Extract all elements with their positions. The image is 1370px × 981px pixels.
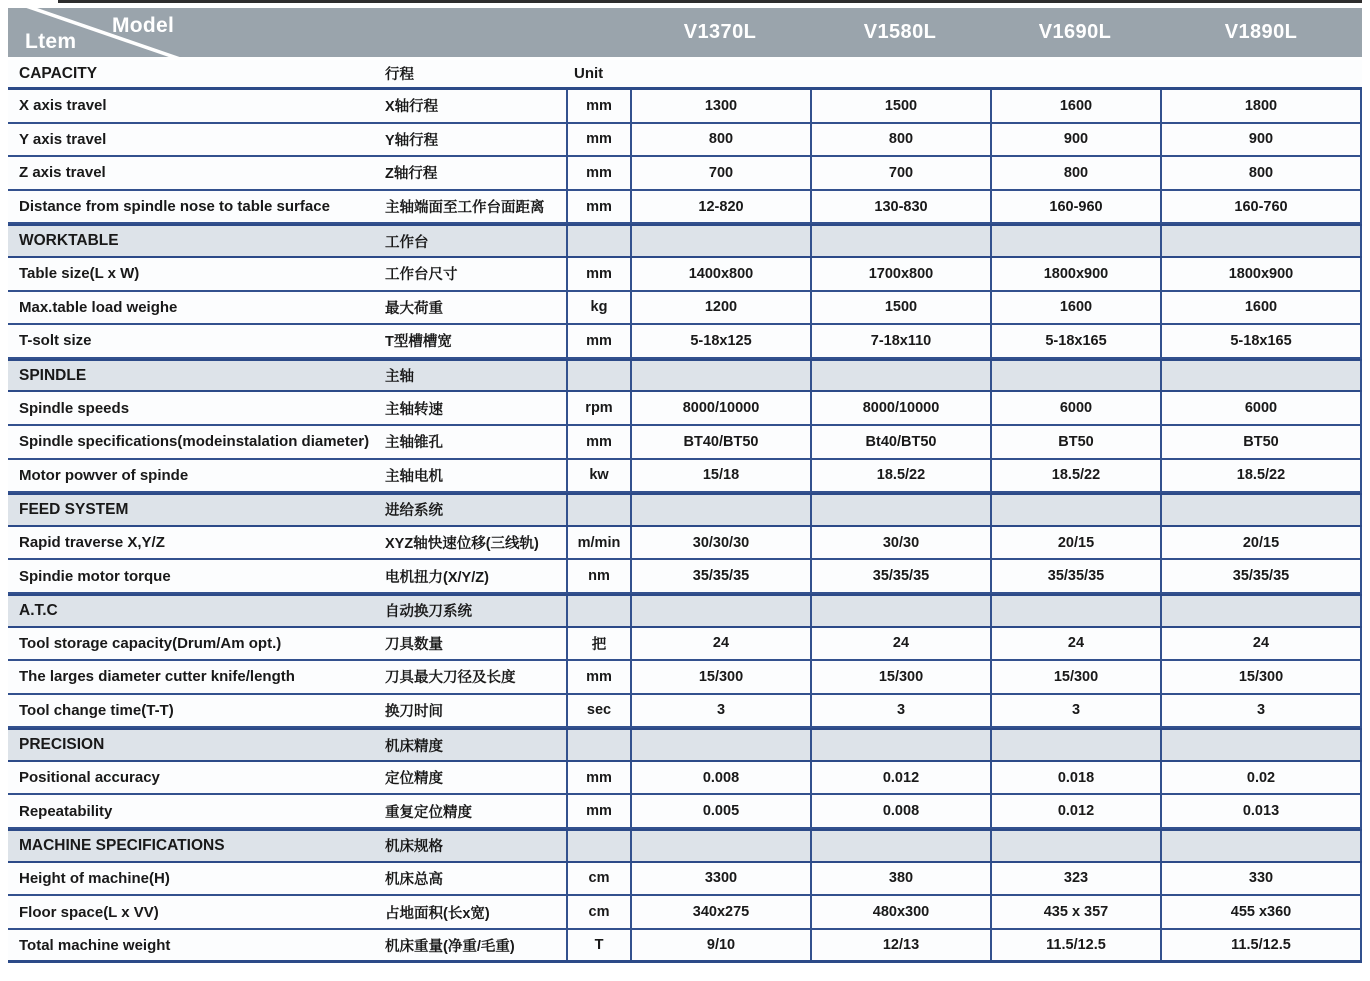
value-cell: 0.013: [1160, 795, 1362, 827]
section-title-en: MACHINE SPECIFICATIONS: [19, 836, 225, 854]
value-cell: 1800: [1160, 90, 1362, 122]
item-label-en: Spindle speeds: [19, 399, 130, 417]
item-label-zh: 最大荷重: [385, 300, 443, 317]
value-cell: [630, 495, 810, 525]
item-label-zh: 刀具最大刀径及长度: [385, 670, 516, 687]
model-header-v1580l: V1580L: [863, 21, 937, 43]
section-row: [8, 359, 1362, 393]
item-label-en: X axis travel: [19, 97, 107, 115]
unit-cell: [566, 831, 630, 861]
value-cell: 1800x900: [1160, 258, 1362, 290]
value-cell: [990, 495, 1160, 525]
corner-header-cell: [8, 8, 630, 57]
spec-row: [8, 695, 1362, 729]
unit-cell: mm: [566, 191, 630, 223]
spec-row: [8, 90, 1362, 124]
section-title-zh: 自动换刀系统: [385, 604, 472, 621]
item-label-zh: T型槽槽宽: [385, 334, 452, 351]
value-cell: [1160, 495, 1362, 525]
value-cell: 700: [630, 157, 810, 189]
unit-cell: [566, 495, 630, 525]
value-cell: 35/35/35: [1160, 560, 1362, 592]
value-cell: 323: [990, 863, 1160, 895]
unit-cell: cm: [566, 896, 630, 928]
unit-cell: mm: [566, 762, 630, 794]
value-cell: 1200: [630, 292, 810, 324]
value-cell: 0.012: [990, 795, 1160, 827]
section-title-en: A.T.C: [19, 601, 58, 619]
unit-cell: [566, 596, 630, 626]
spec-row: [8, 863, 1362, 897]
unit-cell: kw: [566, 460, 630, 492]
value-cell: 24: [990, 628, 1160, 660]
value-cell: 6000: [990, 392, 1160, 424]
value-cell: 8000/10000: [630, 392, 810, 424]
value-cell: 24: [630, 628, 810, 660]
unit-cell: mm: [566, 426, 630, 458]
value-cell: 11.5/12.5: [990, 930, 1160, 961]
unit-cell: sec: [566, 695, 630, 727]
value-cell: 5-18x165: [1160, 325, 1362, 357]
value-cell: 800: [810, 124, 990, 156]
item-label-en: T-solt size: [19, 332, 92, 350]
item-label-en: Distance from spindle nose to table surface: [19, 198, 330, 216]
value-cell: 0.008: [810, 795, 990, 827]
value-cell: [630, 730, 810, 760]
value-cell: [1160, 361, 1362, 391]
value-cell: [990, 831, 1160, 861]
value-cell: Bt40/BT50: [810, 426, 990, 458]
item-label-en: Motor powver of spinde: [19, 466, 189, 484]
section-title-en: FEED SYSTEM: [19, 500, 129, 518]
value-cell: 3300: [630, 863, 810, 895]
spec-row: [8, 628, 1362, 662]
corner-model-label: Model: [112, 14, 175, 37]
value-cell: BT40/BT50: [630, 426, 810, 458]
value-cell: 0.02: [1160, 762, 1362, 794]
value-cell: 340x275: [630, 896, 810, 928]
value-cell: 160-960: [990, 191, 1160, 223]
value-cell: 15/300: [1160, 661, 1362, 693]
value-cell: 15/18: [630, 460, 810, 492]
item-label-zh: 机床总高: [385, 871, 443, 888]
value-cell: 11.5/12.5: [1160, 930, 1362, 961]
value-cell: 35/35/35: [810, 560, 990, 592]
item-label-en: Rapid traverse X,Y/Z: [19, 534, 165, 552]
item-label-zh: 占地面积(长x宽): [385, 905, 490, 922]
spec-row: [8, 896, 1362, 930]
value-cell: [630, 361, 810, 391]
unit-cell: mm: [566, 325, 630, 357]
value-cell: 9/10: [630, 930, 810, 961]
value-cell: 1700x800: [810, 258, 990, 290]
item-label-en: Height of machine(H): [19, 869, 170, 887]
value-cell: 1500: [810, 90, 990, 122]
value-cell: 20/15: [990, 527, 1160, 559]
item-label-en: Y axis travel: [19, 130, 107, 148]
spec-table: [8, 60, 1362, 963]
item-label-zh: 电机扭力(X/Y/Z): [385, 569, 489, 586]
value-cell: 20/15: [1160, 527, 1362, 559]
section-title-en: SPINDLE: [19, 366, 87, 384]
spec-row: [8, 124, 1362, 158]
item-label-en: Repeatability: [19, 802, 113, 820]
item-label-zh: 重复定位精度: [385, 804, 472, 821]
item-label-en: Tool change time(T-T): [19, 701, 174, 719]
value-cell: 18.5/22: [990, 460, 1160, 492]
value-cell: 6000: [1160, 392, 1362, 424]
unit-cell: [566, 730, 630, 760]
item-label-en: Floor space(L x VV): [19, 903, 159, 921]
value-cell: 900: [1160, 124, 1362, 156]
value-cell: [810, 361, 990, 391]
item-label-zh: 换刀时间: [385, 703, 443, 720]
value-cell: 35/35/35: [630, 560, 810, 592]
value-cell: [990, 60, 1160, 87]
spec-row: [8, 527, 1362, 561]
value-cell: 800: [1160, 157, 1362, 189]
spec-row: [8, 392, 1362, 426]
item-label-zh: 工作台尺寸: [385, 267, 458, 284]
unit-cell: cm: [566, 863, 630, 895]
item-label-zh: XYZ轴快速位移(三线轨): [385, 536, 539, 553]
unit-cell: m/min: [566, 527, 630, 559]
model-header-v1890l: V1890L: [1224, 21, 1298, 43]
value-cell: [630, 831, 810, 861]
section-row: [8, 60, 1362, 90]
unit-cell: 把: [566, 628, 630, 660]
model-header-band: [8, 8, 1362, 57]
top-rule: [58, 0, 1362, 3]
value-cell: 15/300: [990, 661, 1160, 693]
value-cell: 30/30: [810, 527, 990, 559]
value-cell: 8000/10000: [810, 392, 990, 424]
unit-cell: nm: [566, 560, 630, 592]
spec-row: [8, 191, 1362, 225]
unit-cell: mm: [566, 661, 630, 693]
value-cell: 5-18x165: [990, 325, 1160, 357]
value-cell: 800: [990, 157, 1160, 189]
section-title-zh: 机床规格: [385, 839, 443, 856]
item-label-en: Tool storage capacity(Drum/Am opt.): [19, 634, 282, 652]
value-cell: 15/300: [810, 661, 990, 693]
value-cell: 800: [630, 124, 810, 156]
section-title-zh: 主轴: [385, 369, 414, 386]
spec-row: [8, 157, 1362, 191]
value-cell: 0.005: [630, 795, 810, 827]
value-cell: 24: [1160, 628, 1362, 660]
spec-row: [8, 460, 1362, 494]
value-cell: 380: [810, 863, 990, 895]
value-cell: [810, 596, 990, 626]
item-label-en: Z axis travel: [19, 164, 106, 182]
item-label-en: Spindle specifications(modeinstalation diameter): [19, 433, 370, 451]
value-cell: [810, 831, 990, 861]
unit-cell: kg: [566, 292, 630, 324]
value-cell: [810, 495, 990, 525]
section-row: [8, 224, 1362, 258]
spec-row: [8, 560, 1362, 594]
value-cell: [810, 730, 990, 760]
value-cell: [1160, 596, 1362, 626]
value-cell: 3: [990, 695, 1160, 727]
value-cell: 3: [1160, 695, 1362, 727]
unit-cell: mm: [566, 124, 630, 156]
value-cell: 18.5/22: [1160, 460, 1362, 492]
value-cell: 0.008: [630, 762, 810, 794]
value-cell: 480x300: [810, 896, 990, 928]
item-label-zh: 刀具数量: [385, 636, 443, 653]
section-row: [8, 728, 1362, 762]
value-cell: [810, 60, 990, 87]
value-cell: 435 x 357: [990, 896, 1160, 928]
unit-cell: rpm: [566, 392, 630, 424]
value-cell: 12/13: [810, 930, 990, 961]
item-label-zh: X轴行程: [385, 99, 439, 116]
item-label-en: Positional accuracy: [19, 769, 160, 787]
item-label-zh: 主轴端面至工作台面距离: [385, 200, 545, 217]
value-cell: 24: [810, 628, 990, 660]
value-cell: [1160, 60, 1362, 87]
value-cell: 5-18x125: [630, 325, 810, 357]
value-cell: [630, 596, 810, 626]
value-cell: BT50: [990, 426, 1160, 458]
section-title-zh: 工作台: [385, 234, 429, 251]
value-cell: [990, 596, 1160, 626]
value-cell: 3: [630, 695, 810, 727]
section-row: [8, 493, 1362, 527]
spec-row: [8, 930, 1362, 964]
unit-cell: [566, 361, 630, 391]
unit-cell: T: [566, 930, 630, 961]
section-row: [8, 594, 1362, 628]
value-cell: 1800x900: [990, 258, 1160, 290]
item-label-zh: 主轴转速: [385, 401, 443, 418]
value-cell: 900: [990, 124, 1160, 156]
section-title-en: CAPACITY: [19, 64, 98, 82]
item-label-en: The larges diameter cutter knife/length: [19, 668, 295, 686]
spec-row: [8, 661, 1362, 695]
value-cell: 330: [1160, 863, 1362, 895]
item-label-en: Spindie motor torque: [19, 567, 171, 585]
value-cell: 1600: [990, 90, 1160, 122]
value-cell: [1160, 730, 1362, 760]
value-cell: [990, 361, 1160, 391]
value-cell: [630, 226, 810, 256]
value-cell: 0.018: [990, 762, 1160, 794]
item-label-zh: Z轴行程: [385, 166, 438, 183]
item-label-zh: 机床重量(净重/毛重): [385, 938, 515, 955]
value-cell: 12-820: [630, 191, 810, 223]
item-label-zh: 主轴锥孔: [385, 435, 443, 452]
section-title-zh: 进给系统: [385, 503, 443, 520]
value-cell: 7-18x110: [810, 325, 990, 357]
unit-cell: Unit: [574, 65, 604, 82]
item-label-en: Table size(L x W): [19, 265, 140, 283]
unit-cell: mm: [566, 258, 630, 290]
spec-row: [8, 795, 1362, 829]
spec-row: [8, 325, 1362, 359]
value-cell: 18.5/22: [810, 460, 990, 492]
unit-cell: mm: [566, 90, 630, 122]
value-cell: 700: [810, 157, 990, 189]
unit-cell: mm: [566, 157, 630, 189]
value-cell: 1300: [630, 90, 810, 122]
value-cell: [1160, 831, 1362, 861]
section-row: [8, 829, 1362, 863]
spec-row: [8, 258, 1362, 292]
spec-row: [8, 292, 1362, 326]
value-cell: 30/30/30: [630, 527, 810, 559]
value-cell: [990, 730, 1160, 760]
value-cell: [810, 226, 990, 256]
section-title-zh: 机床精度: [385, 738, 443, 755]
value-cell: 0.012: [810, 762, 990, 794]
value-cell: 1500: [810, 292, 990, 324]
value-cell: 1600: [990, 292, 1160, 324]
item-label-en: Max.table load weighe: [19, 298, 178, 316]
value-cell: 160-760: [1160, 191, 1362, 223]
model-header-v1690l: V1690L: [1038, 21, 1112, 43]
section-title-en: PRECISION: [19, 736, 105, 754]
value-cell: 1600: [1160, 292, 1362, 324]
corner-item-label: Ltem: [25, 30, 77, 53]
spec-row: [8, 426, 1362, 460]
value-cell: 15/300: [630, 661, 810, 693]
item-label-zh: 主轴电机: [385, 468, 443, 485]
item-label-zh: Y轴行程: [385, 132, 439, 149]
value-cell: 455 x360: [1160, 896, 1362, 928]
value-cell: 35/35/35: [990, 560, 1160, 592]
unit-cell: mm: [566, 795, 630, 827]
value-cell: 1400x800: [630, 258, 810, 290]
value-cell: 3: [810, 695, 990, 727]
value-cell: [630, 60, 810, 87]
spec-row: [8, 762, 1362, 796]
section-title-en: WORKTABLE: [19, 232, 119, 250]
item-label-zh: 定位精度: [385, 771, 443, 788]
value-cell: BT50: [1160, 426, 1362, 458]
value-cell: 130-830: [810, 191, 990, 223]
model-header-v1370l: V1370L: [683, 21, 757, 43]
value-cell: [990, 226, 1160, 256]
section-title-zh: 行程: [385, 67, 414, 83]
unit-cell: [566, 226, 630, 256]
value-cell: [1160, 226, 1362, 256]
item-label-en: Total machine weight: [19, 936, 171, 954]
